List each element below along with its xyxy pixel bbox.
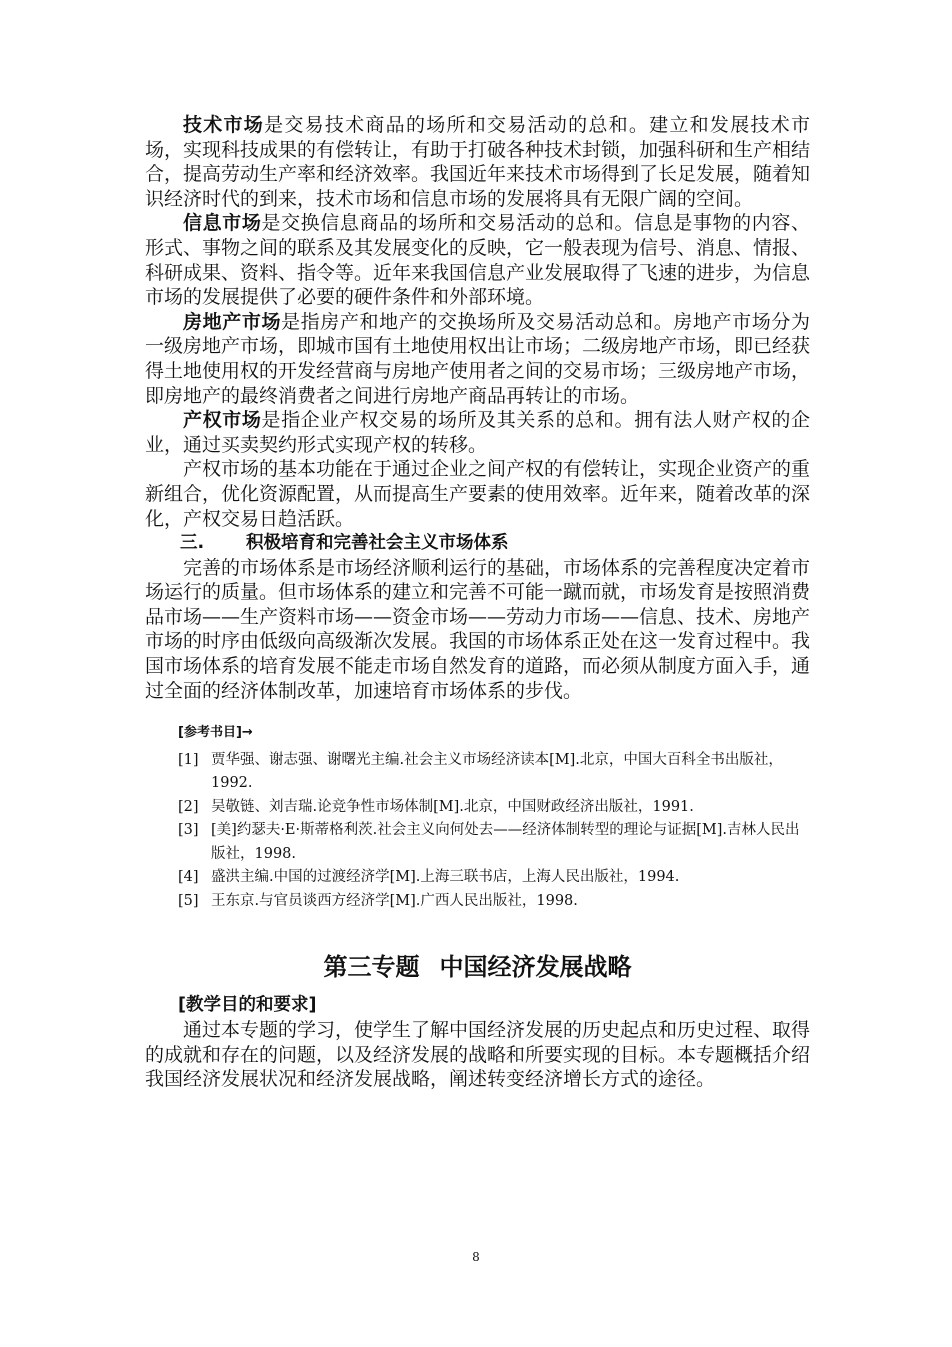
section-number: 三. [180,533,205,554]
paragraph-text: 是指企业产权交易的场所及其关系的总和。拥有法人财产权的企业，通过买卖契约形式实现产权的转移。 [145,409,810,456]
term-real-estate-market: 房地产市场 [183,310,282,333]
reference-index: [4] [178,869,199,886]
reference-item [145,749,810,796]
paragraph-text: 通过本专题的学习，使学生了解中国经济发展的历史起点和历史过程、取得的成就和存在的问题，以及经济发展的战略和所要实现的目标。本专题概括介绍我国经济发展状况和经济发展战略，阐述转变经济增长方式的途径。 [145,1019,811,1091]
reference-item [145,819,810,866]
reference-text: 贾华强、谢志强、谢曙光主编.社会主义市场经济读本[M].北京，中国大百科全书出版社，1992. [211,751,783,792]
paragraph-text: 产权市场的基本功能在于通过企业之间产权的有偿转让，实现企业资产的重新组合，优化资源配置，从而提高生产要素的使用效率。近年来，随着改革的深化，产权交易日趋活跃。 [145,458,811,530]
section-title: 积极培育和完善社会主义市场体系 [246,533,509,554]
reference-text: 盛洪主编.中国的过渡经济学[M].上海三联书店，上海人民出版社，1994. [211,869,680,886]
teaching-heading: [教学目的和要求] [178,995,317,1016]
reference-index: [1] [178,751,199,768]
paragraph-property-rights-market [145,408,810,457]
reference-item [145,796,810,820]
paragraph-text: 是交换信息商品的场所和交易活动的总和。信息是事物的内容、形式、事物之间的联系及其发展变化的反映，它一般表现为信号、消息、情报、科研成果、资料、指令等。近年来我国信息产业发展取得了飞速的进步，为信息市场的发展提供了必要的硬件条件和外部环境。 [145,212,811,309]
reference-index: [5] [178,892,199,909]
paragraph-property-rights-function [145,457,810,531]
page-number: 8 [472,1250,480,1264]
term-information-market: 信息市场 [183,212,262,235]
paragraph-text: 是交易技术商品的场所和交易活动的总和。建立和发展技术市场，实现科技成果的有偿转让，有助于打破各种技术封锁，加强科研和生产相结合，提高劳动生产率和经济效率。我国近年来技术市场得到了长足发展，随着知识经济时代的到来，技术市场和信息市场的发展将具有无限广阔的空间。 [145,114,811,210]
reference-item [145,866,810,890]
section-paragraph [145,556,810,704]
paragraph-text: 完善的市场体系是市场经济顺利运行的基础，市场体系的完善程度决定着市场运行的质量。但市场体系的建立和完善不可能一蹴而就，市场发育是按照消费品市场——生产资料市场——资金市场——劳动力市场——信息、技术、房地产市场的时序由低级向高级渐次发展。我国的市场体系正处在这一发育过程中。我国市场体系的培育发展不能走市场自然发育的道路，而必须从制度方面入手，通过全面的经济体制改革，加速培育市场体系的步伐。 [145,556,811,702]
reference-text: [美]约瑟夫·E·斯蒂格利茨.社会主义向何处去——经济体制转型的理论与证据[M].吉林人民出版社，1998. [211,822,800,862]
chapter-label: 第三专题 [323,953,420,982]
chapter-title [145,947,810,982]
references [145,721,810,913]
document-page [145,113,810,1092]
paragraph-real-estate-market [145,310,810,408]
section-heading [145,531,810,556]
reference-index: [2] [178,798,199,815]
reference-item [145,890,810,914]
paragraph-technology-market [145,113,810,211]
paragraph-text: 是指房产和地产的交换场所及交易活动总和。房地产市场分为一级房地产市场，即城市国有土地使用权出让市场；二级房地产市场，即已经获得土地使用权的开发经营商与房地产使用者之间的交易市场；三级房地产市场，即房地产的最终消费者之间进行房地产商品再转让的市场。 [145,310,811,407]
references-title: [参考书目]→ [178,725,253,741]
paragraph-information-market [145,211,810,309]
term-property-rights-market: 产权市场 [183,409,262,432]
reference-text: 王东京.与官员谈西方经济学[M].广西人民出版社，1998. [211,892,578,909]
chapter-name: 中国经济发展战略 [439,953,632,982]
term-technology-market: 技术市场 [183,114,265,136]
reference-index: [3] [178,822,199,839]
reference-text: 吴敬链、刘吉瑞.论竞争性市场体制[M].北京，中国财政经济出版社，1991. [211,798,694,815]
teaching-paragraph [145,1018,810,1092]
